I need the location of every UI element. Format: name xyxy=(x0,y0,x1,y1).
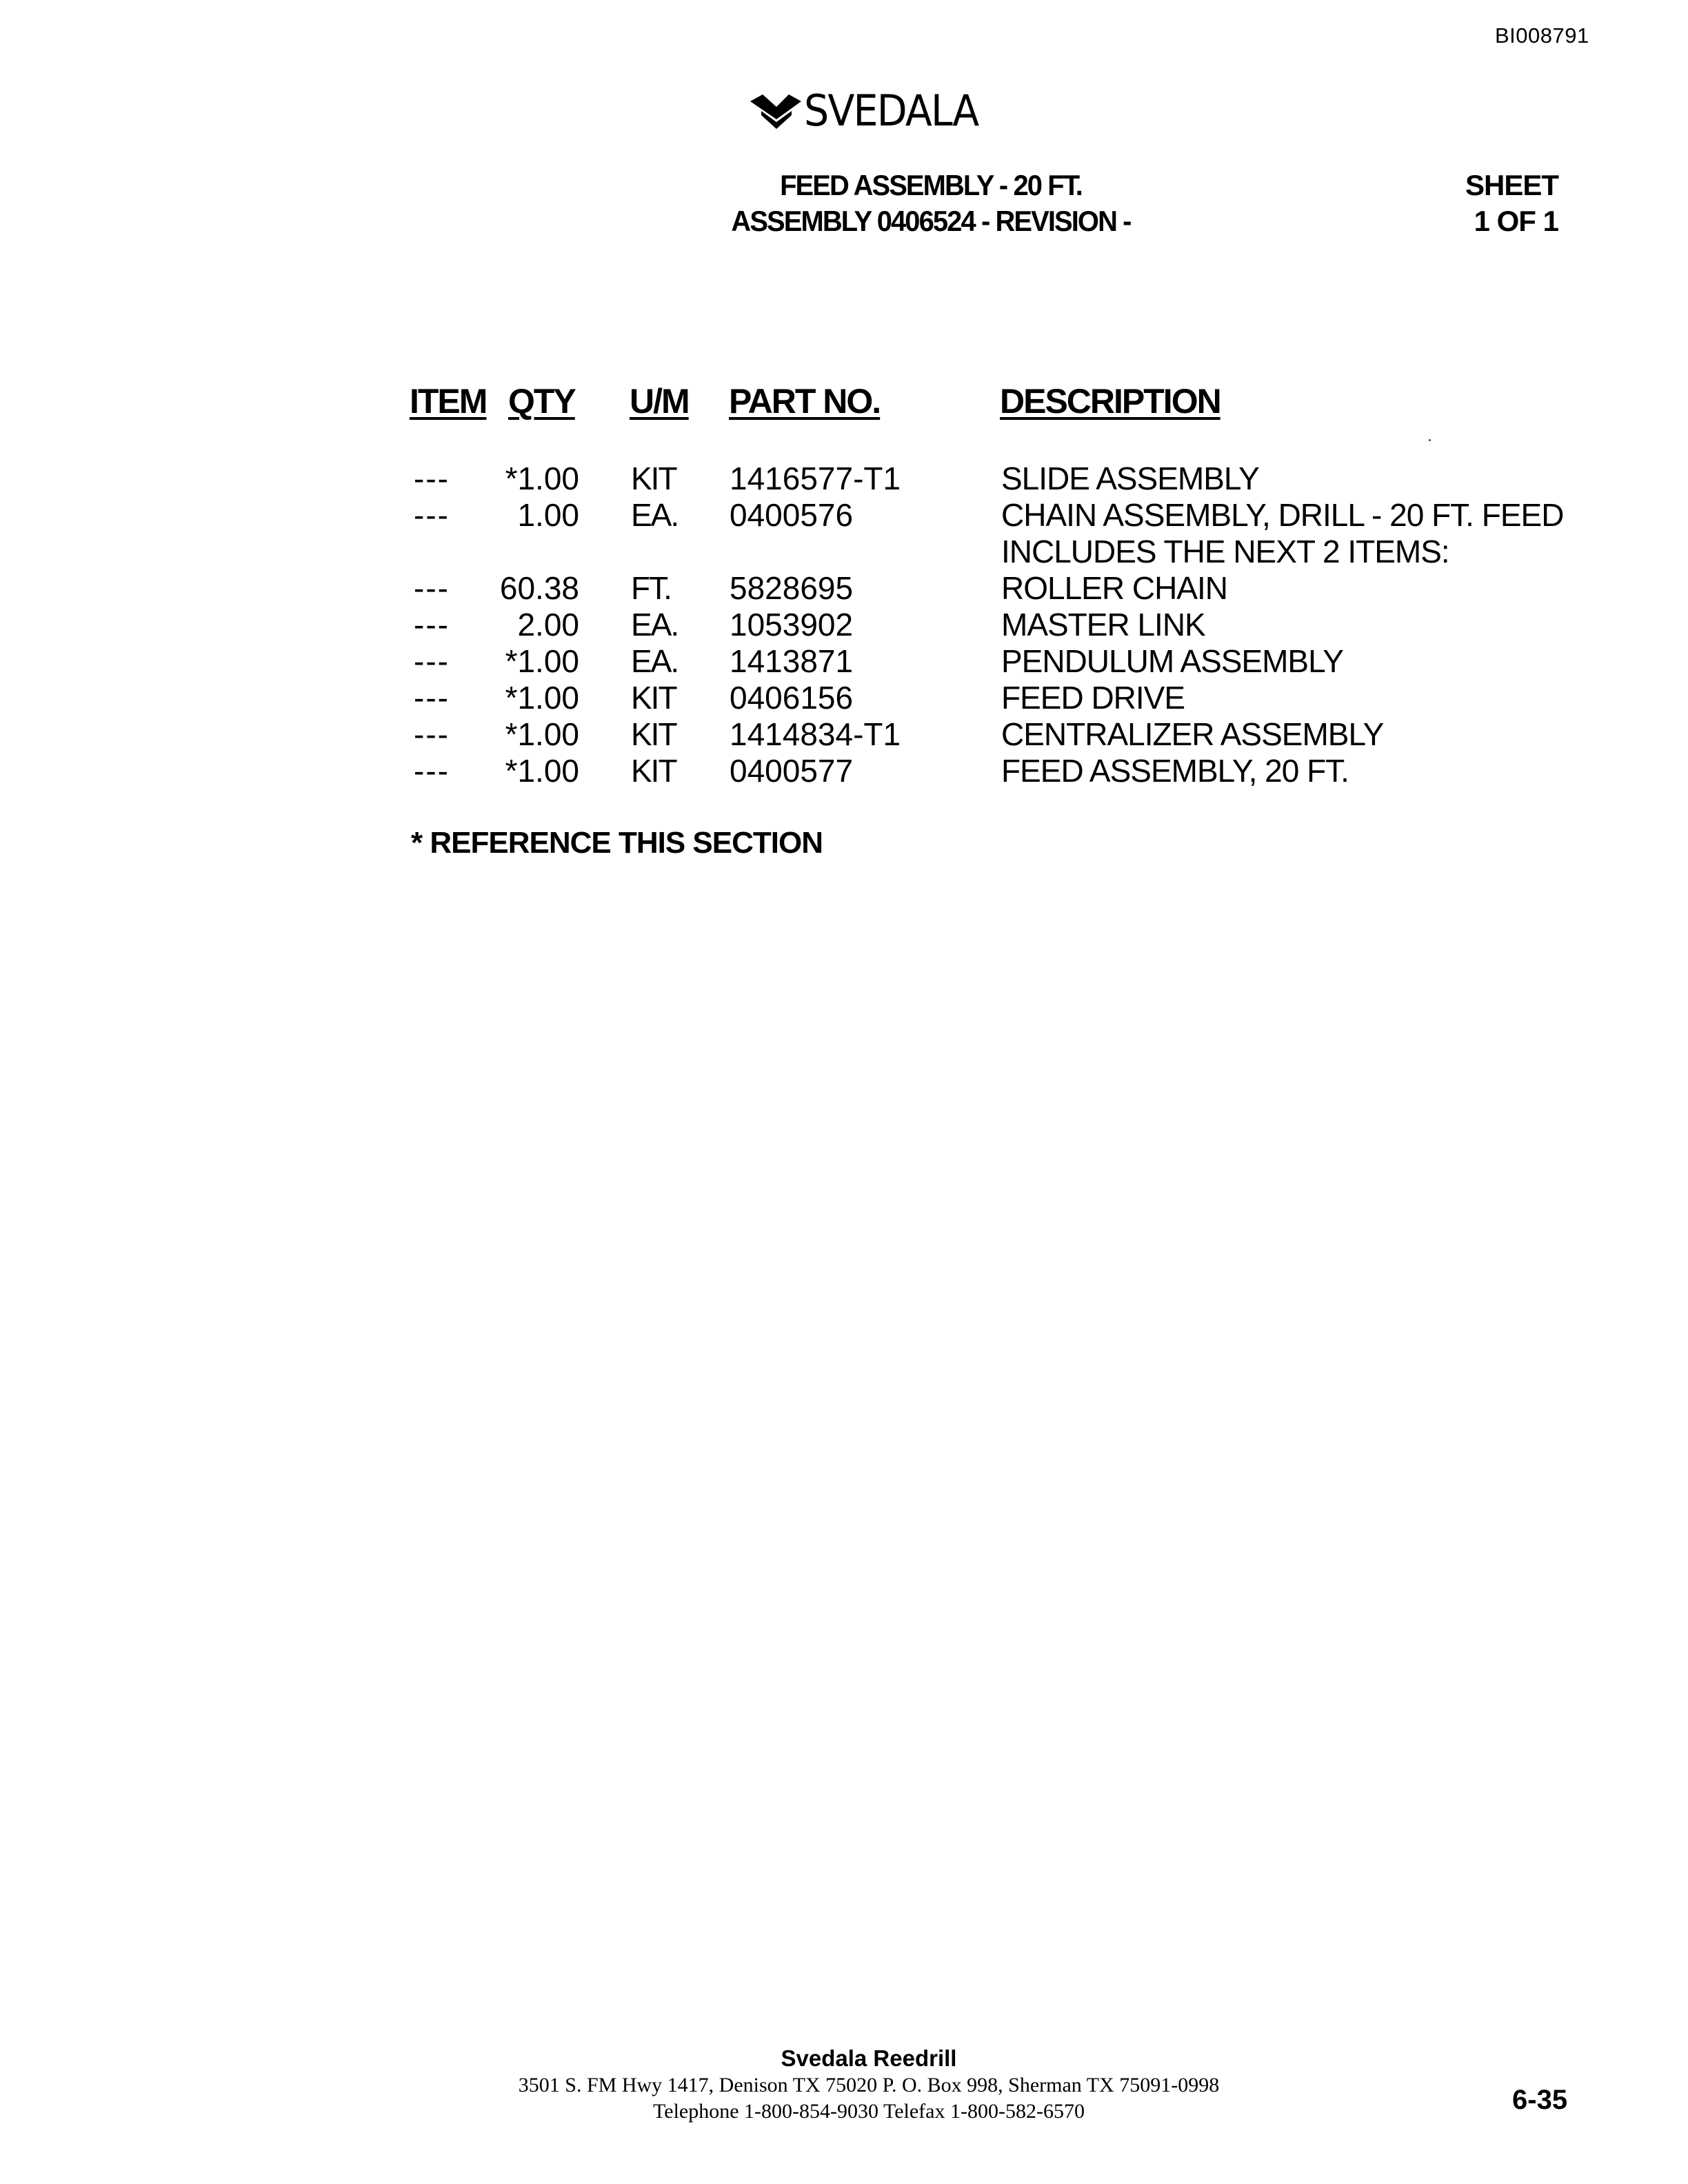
cell-qty: 1.00 xyxy=(517,497,579,533)
cell-item: --- xyxy=(414,716,450,752)
cell-um: KIT xyxy=(631,716,676,752)
table-row xyxy=(0,570,1688,606)
cell-qty: *1.00 xyxy=(505,461,579,496)
title-line-2: ASSEMBLY 0406524 - REVISION - xyxy=(731,205,1131,237)
column-header-part-no: PART NO. xyxy=(729,382,881,421)
cell-um: EA. xyxy=(631,497,679,533)
cell-item: --- xyxy=(414,461,450,496)
footer-phone: Telephone 1-800-854-9030 Telefax 1-800-582-6570 xyxy=(653,2100,1085,2123)
cell-um: KIT xyxy=(631,461,676,496)
cell-part-no: 1416577-T1 xyxy=(730,461,901,496)
page-footer xyxy=(386,2045,1352,2125)
svedala-chevron-logo-icon xyxy=(749,92,803,130)
column-header-um: U/M xyxy=(630,382,689,421)
cell-qty: *1.00 xyxy=(505,680,579,716)
table-row xyxy=(0,497,1688,533)
cell-qty: *1.00 xyxy=(505,643,579,679)
cell-description: INCLUDES THE NEXT 2 ITEMS: xyxy=(1001,534,1449,569)
cell-item: --- xyxy=(414,570,450,606)
cell-part-no: 5828695 xyxy=(730,570,854,606)
table-row xyxy=(0,643,1688,679)
cell-part-no: 0400577 xyxy=(730,753,854,789)
cell-item: --- xyxy=(414,607,450,643)
cell-um: KIT xyxy=(631,680,676,716)
document-title xyxy=(621,168,1241,239)
cell-qty: *1.00 xyxy=(505,753,579,789)
table-row xyxy=(0,680,1688,716)
table-row xyxy=(0,716,1688,752)
cell-part-no: 1414834-T1 xyxy=(730,716,901,752)
cell-item: --- xyxy=(414,680,450,716)
cell-part-no: 0400576 xyxy=(730,497,854,533)
logo-wordmark: SVEDALA xyxy=(804,85,978,136)
cell-description: CHAIN ASSEMBLY, DRILL - 20 FT. FEED xyxy=(1001,497,1564,533)
page-number: 6-35 xyxy=(1512,2085,1568,2115)
cell-description: FEED DRIVE xyxy=(1001,680,1185,716)
cell-qty: 2.00 xyxy=(517,607,579,643)
cell-description: ROLLER CHAIN xyxy=(1001,570,1227,606)
cell-um: KIT xyxy=(631,753,676,789)
column-header-qty: QTY xyxy=(508,382,575,421)
cell-um: FT. xyxy=(631,570,671,606)
table-row xyxy=(0,753,1688,789)
cell-description: PENDULUM ASSEMBLY xyxy=(1001,643,1343,679)
cell-part-no: 0406156 xyxy=(730,680,854,716)
cell-item: --- xyxy=(414,497,450,533)
sheet-indicator xyxy=(1455,168,1558,239)
scan-speck xyxy=(1429,439,1431,441)
cell-description: MASTER LINK xyxy=(1001,607,1205,643)
cell-description: FEED ASSEMBLY, 20 FT. xyxy=(1001,753,1349,789)
parts-table-header xyxy=(0,381,1688,423)
sheet-label: SHEET xyxy=(1465,169,1558,201)
reference-footnote: * REFERENCE THIS SECTION xyxy=(411,826,823,860)
cell-part-no: 1413871 xyxy=(730,643,854,679)
column-header-item: ITEM xyxy=(410,382,487,421)
cell-qty: *1.00 xyxy=(505,716,579,752)
cell-description: SLIDE ASSEMBLY xyxy=(1001,461,1259,496)
cell-part-no: 1053902 xyxy=(730,607,854,643)
table-row xyxy=(0,461,1688,496)
cell-qty: 60.38 xyxy=(499,570,579,606)
table-row xyxy=(0,607,1688,643)
cell-description: CENTRALIZER ASSEMBLY xyxy=(1001,716,1384,752)
table-row xyxy=(0,534,1688,569)
cell-item: --- xyxy=(414,753,450,789)
footer-company-name: Svedala Reedrill xyxy=(781,2045,957,2071)
column-header-description: DESCRIPTION xyxy=(1000,382,1220,421)
document-id: BI008791 xyxy=(1495,23,1589,48)
cell-um: EA. xyxy=(631,643,679,679)
cell-um: EA. xyxy=(631,607,679,643)
footer-address: 3501 S. FM Hwy 1417, Denison TX 75020 P. O. Box 998, Sherman TX 75091-0998 xyxy=(518,2074,1220,2096)
sheet-value: 1 OF 1 xyxy=(1474,205,1558,237)
svedala-logo xyxy=(749,85,993,136)
cell-item: --- xyxy=(414,643,450,679)
title-line-1: FEED ASSEMBLY - 20 FT. xyxy=(780,169,1082,201)
